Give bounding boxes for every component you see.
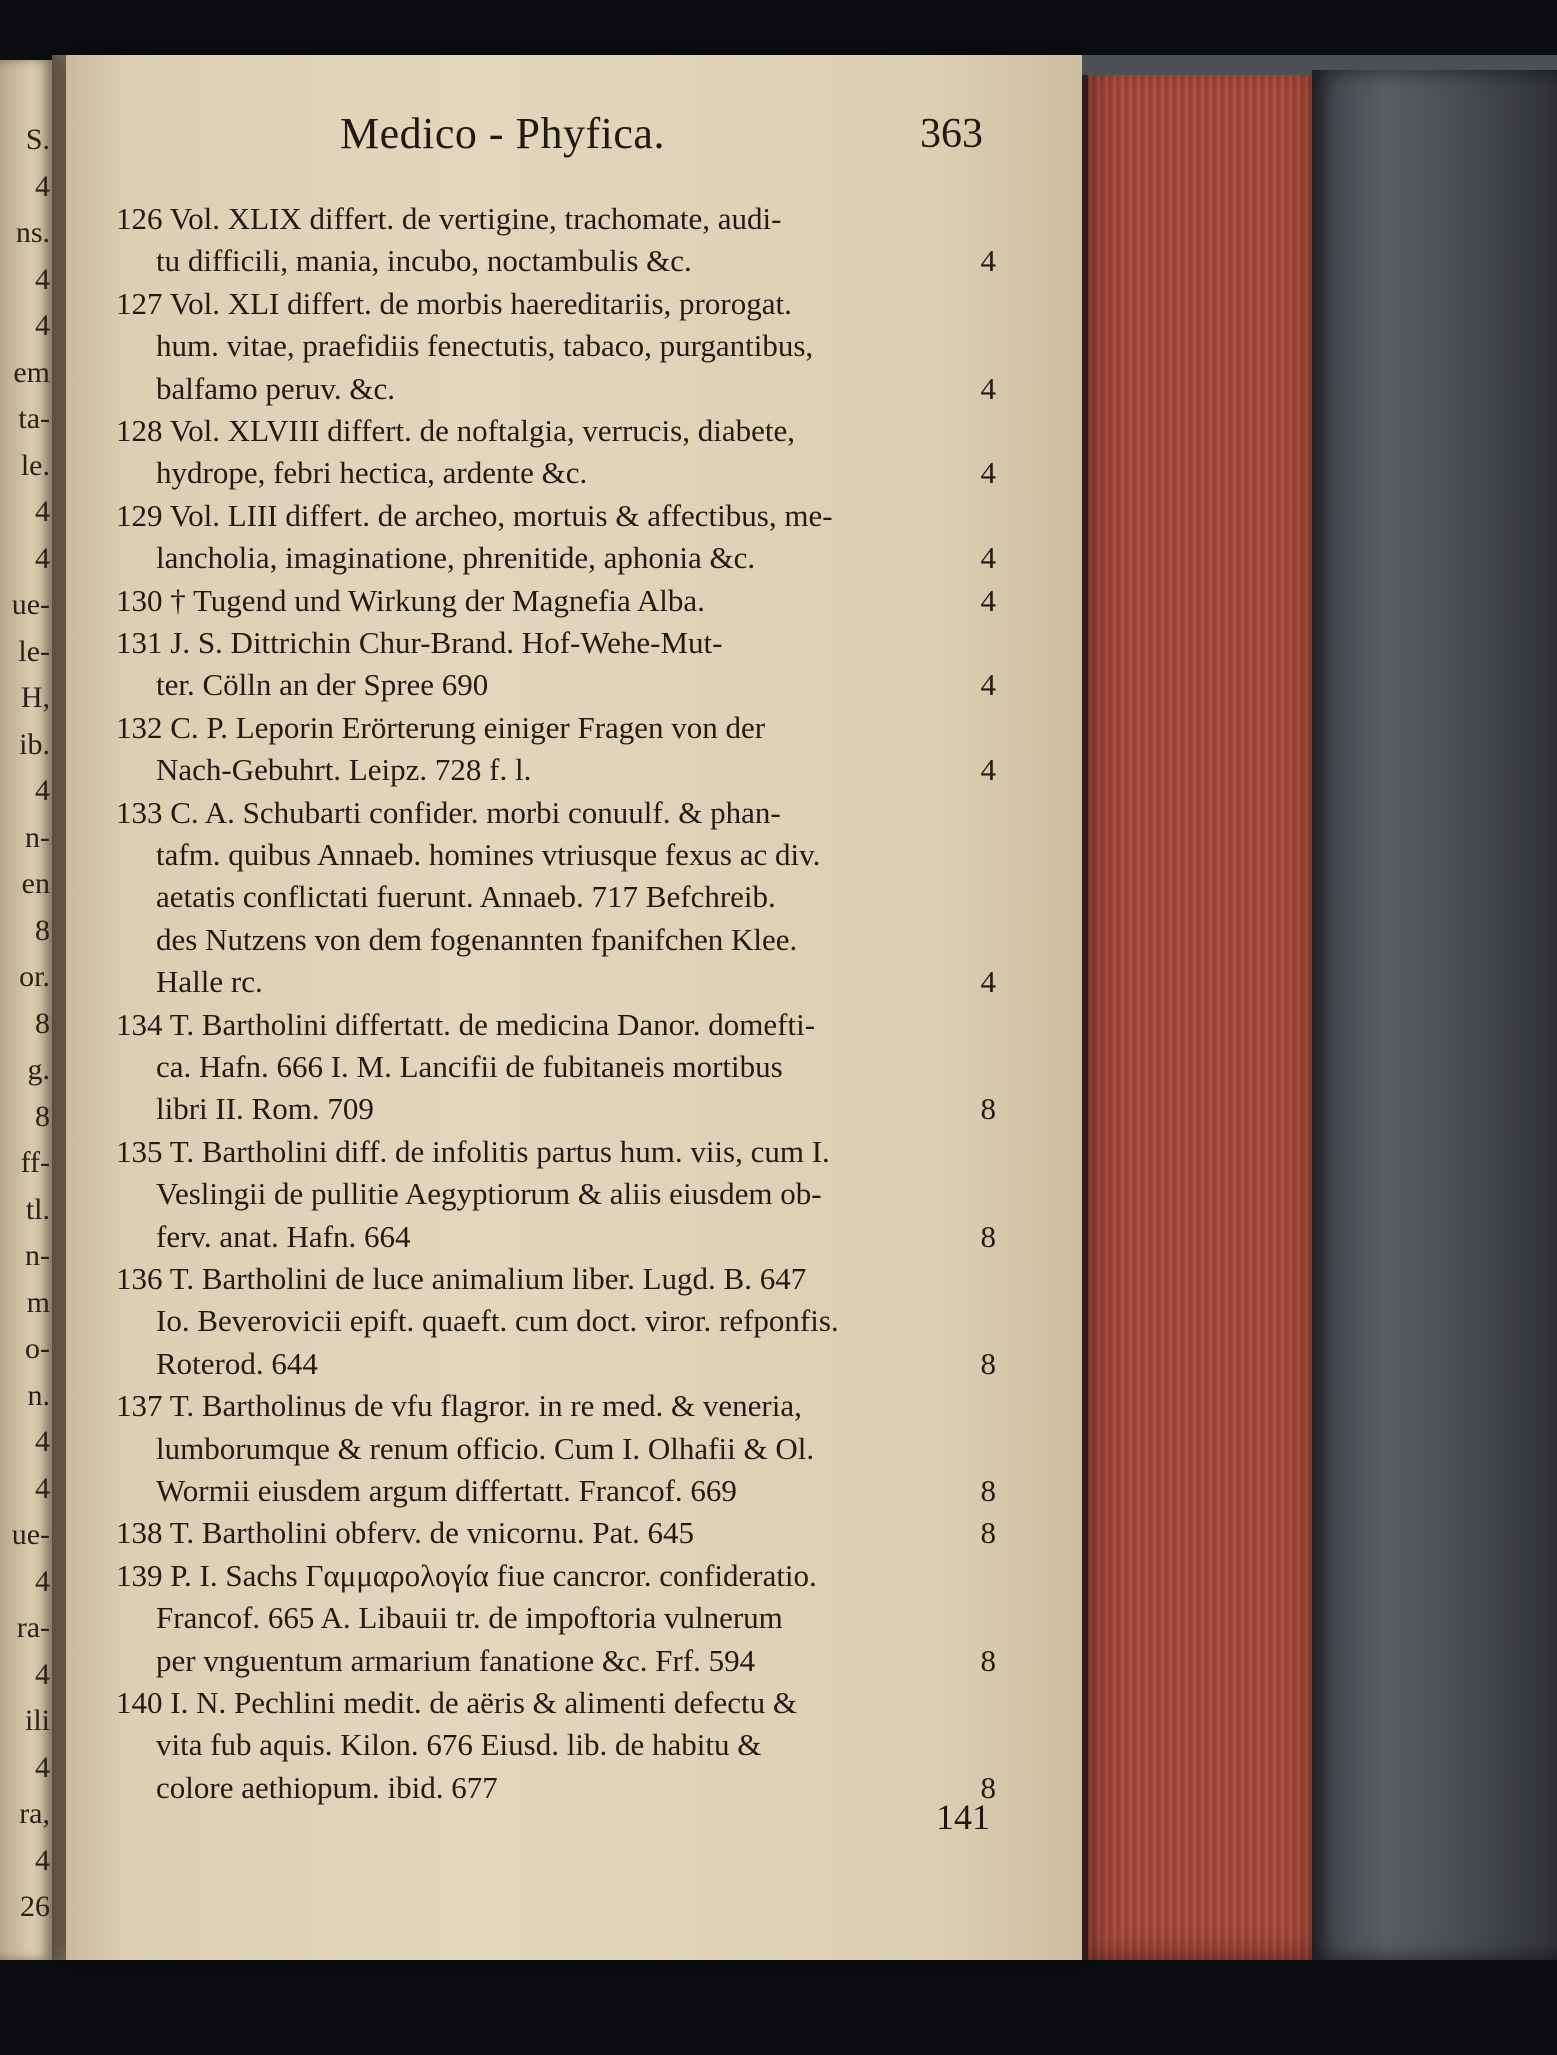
page-block-edge bbox=[1082, 60, 1318, 1960]
facing-page-text-fragment: ra, bbox=[19, 1797, 50, 1830]
entry-quantity: 8 bbox=[980, 1642, 996, 1678]
facing-page-text-fragment: n- bbox=[25, 820, 50, 854]
catchword-total: 141 bbox=[936, 1797, 990, 1837]
entry-text: 140 I. N. Pechlini medit. de aëris & alimenti defectu & bbox=[116, 1685, 797, 1720]
entry-line bbox=[116, 749, 996, 791]
facing-page-text-fragment: H, bbox=[20, 681, 50, 714]
entry-line bbox=[116, 622, 996, 664]
facing-page-text-fragment: o- bbox=[25, 1332, 50, 1365]
facing-page-text-fragment: m bbox=[26, 1285, 50, 1319]
entry-quantity: 8 bbox=[980, 1345, 996, 1381]
entry-line bbox=[116, 1640, 996, 1682]
facing-page-text-fragment: or. bbox=[19, 960, 50, 993]
entry-line bbox=[116, 1555, 996, 1597]
running-head-title: Medico - Phyfica. bbox=[340, 109, 665, 158]
entry-line bbox=[116, 1682, 996, 1724]
entry-quantity: 4 bbox=[980, 582, 996, 618]
entry-line bbox=[116, 1004, 996, 1046]
facing-page-text-fragment: ta- bbox=[18, 402, 50, 435]
entry-line bbox=[116, 1173, 996, 1215]
entry-text: 127 Vol. XLI differt. de morbis haereditariis, prorogat. bbox=[116, 285, 792, 321]
entry-text: hydrope, febri hectica, ardente &c. bbox=[156, 455, 588, 491]
entry-line bbox=[116, 240, 996, 282]
facing-page-text-fragment: 4 bbox=[35, 541, 50, 575]
entry-line bbox=[116, 1300, 996, 1342]
entry-line bbox=[116, 325, 996, 367]
entry-line bbox=[116, 792, 996, 834]
entry-quantity: 8 bbox=[980, 1769, 996, 1805]
facing-page-text-fragment: em bbox=[13, 355, 50, 389]
entry-text: tu difficili, mania, incubo, noctambulis &c. bbox=[156, 243, 692, 279]
entry-line bbox=[116, 876, 996, 918]
entry-text: 138 T. Bartholini obferv. de vnicornu. Pat. 645 bbox=[116, 1515, 694, 1551]
facing-page-text-fragment: 4 bbox=[35, 1471, 50, 1505]
entry-line bbox=[116, 452, 996, 494]
entry-text: Veslingii de pullitie Aegyptiorum & aliis eiusdem ob- bbox=[156, 1176, 822, 1212]
entry-quantity: 8 bbox=[980, 1091, 996, 1127]
entry-line bbox=[116, 1088, 996, 1130]
entry-text: 136 T. Bartholini de luce animalium liber. Lugd. B. 647 bbox=[116, 1261, 807, 1296]
entry-line bbox=[116, 707, 996, 749]
entry-quantity: 8 bbox=[980, 1473, 996, 1508]
entry-text: colore aethiopum. ibid. 677 bbox=[156, 1769, 498, 1805]
facing-page-text-fragment: tl. bbox=[25, 1192, 50, 1226]
entry-text: per vnguentum armarium fanatione &c. Frf. 594 bbox=[156, 1642, 756, 1678]
entry-quantity: 4 bbox=[980, 752, 996, 788]
facing-page-text-fragment: 4 bbox=[35, 309, 50, 342]
entry-line bbox=[116, 919, 996, 961]
facing-page-text-fragment: 26 bbox=[20, 1890, 50, 1923]
entry-quantity: 4 bbox=[980, 455, 996, 491]
entry-line bbox=[116, 1216, 996, 1258]
entry-quantity: 4 bbox=[980, 370, 996, 406]
entry-text: Francof. 665 A. Libauii tr. de impoftoria vulnerum bbox=[156, 1600, 783, 1636]
entry-text: aetatis conflictati fuerunt. Annaeb. 717 Befchreib. bbox=[156, 879, 776, 915]
facing-page-text-fragment: ra- bbox=[16, 1611, 50, 1644]
entry-line bbox=[116, 1470, 996, 1512]
facing-page-text-fragment: 8 bbox=[35, 1099, 50, 1133]
entry-line bbox=[116, 961, 996, 1003]
entry-line bbox=[116, 580, 996, 622]
entry-line bbox=[116, 664, 996, 706]
entry-text: 126 Vol. XLIX differt. de vertigine, trachomate, audi- bbox=[116, 201, 782, 236]
entry-line bbox=[116, 1767, 996, 1809]
facing-page-text-fragment: 4 bbox=[35, 1843, 50, 1877]
facing-page-text-fragment: S. bbox=[25, 123, 50, 156]
entry-line bbox=[116, 1597, 996, 1639]
entry-text: vita fub aquis. Kilon. 676 Eiusd. lib. de habitu & bbox=[156, 1727, 762, 1763]
entry-line bbox=[116, 1131, 996, 1173]
facing-page-text-fragment: 4 bbox=[35, 262, 50, 296]
facing-page-text-fragment: ue- bbox=[11, 588, 50, 621]
entry-text: Io. Beverovicii epift. quaeft. cum doct. viror. refponfis. bbox=[156, 1303, 839, 1339]
facing-page-text-fragment: n. bbox=[27, 1378, 50, 1412]
facing-page-text-fragment: n- bbox=[25, 1239, 50, 1272]
entry-quantity: 4 bbox=[980, 243, 996, 279]
entry-text: 129 Vol. LIII differt. de archeo, mortuis & affectibus, me- bbox=[116, 497, 833, 533]
entry-text: 132 C. P. Leporin Erörterung einiger Fragen von der bbox=[116, 709, 766, 745]
entry-text: libri II. Rom. 709 bbox=[156, 1091, 374, 1127]
entry-line bbox=[116, 198, 996, 240]
entry-line bbox=[116, 537, 996, 579]
entry-line bbox=[116, 410, 996, 452]
entry-text: 135 T. Bartholini diff. de infolitis partus hum. viis, cum I. bbox=[116, 1133, 830, 1169]
facing-page-text-fragment: 4 bbox=[35, 1750, 50, 1784]
entry-line bbox=[116, 1428, 996, 1470]
entry-line bbox=[116, 1512, 996, 1554]
book-cover bbox=[1312, 70, 1557, 1960]
facing-page-text-fragment: g. bbox=[27, 1053, 50, 1086]
facing-page-text-fragment: ff- bbox=[20, 1146, 50, 1179]
entry-text: balfamo peruv. &c. bbox=[156, 370, 396, 406]
entry-line bbox=[116, 1046, 996, 1088]
facing-page-text-fragment: 4 bbox=[35, 495, 50, 528]
facing-page-text-fragment: ns. bbox=[15, 216, 50, 249]
entry-text: ter. Cölln an der Spree 690 bbox=[156, 667, 489, 703]
entry-text: tafm. quibus Annaeb. homines vtriusque fexus ac div. bbox=[156, 837, 821, 872]
entry-text: 134 T. Bartholini differtatt. de medicina Danor. domefti- bbox=[116, 1006, 816, 1042]
facing-page-text-fragment: ili bbox=[24, 1704, 50, 1737]
entry-quantity: 8 bbox=[980, 1515, 996, 1551]
entry-line bbox=[116, 283, 996, 325]
entry-text: lancholia, imaginatione, phrenitide, aphonia &c. bbox=[156, 540, 756, 576]
facing-page-text-fragment: 8 bbox=[35, 1006, 50, 1040]
entry-line bbox=[116, 1343, 996, 1385]
entry-text: ferv. anat. Hafn. 664 bbox=[156, 1218, 411, 1254]
facing-page-text-fragment: 4 bbox=[35, 774, 50, 807]
facing-page-text-fragment: 4 bbox=[35, 1564, 50, 1598]
entry-line bbox=[116, 495, 996, 537]
entry-text: des Nutzens von dem fogenannten fpanifchen Klee. bbox=[156, 921, 798, 957]
entry-quantity: 4 bbox=[980, 964, 996, 1000]
entry-text: Halle rc. bbox=[156, 964, 263, 1000]
entry-text: 130 † Tugend und Wirkung der Magnefia Alba. bbox=[116, 582, 705, 618]
facing-page-text-fragment: 4 bbox=[35, 1657, 50, 1691]
facing-page-text-fragment: le- bbox=[18, 634, 50, 668]
entry-text: ca. Hafn. 666 I. M. Lancifii de fubitaneis mortibus bbox=[156, 1049, 783, 1084]
entry-text: Nach-Gebuhrt. Leipz. 728 f. l. bbox=[156, 752, 532, 788]
page-number: 363 bbox=[920, 111, 983, 157]
entry-quantity: 8 bbox=[980, 1218, 996, 1254]
entry-text: 133 C. A. Schubarti confider. morbi conuulf. & phan- bbox=[116, 794, 781, 830]
facing-page-text-fragment: ib. bbox=[19, 727, 50, 761]
entry-text: 137 T. Bartholinus de vfu flagror. in re med. & veneria, bbox=[116, 1388, 802, 1424]
facing-page-text-fragment: 4 bbox=[35, 169, 50, 203]
entry-line bbox=[116, 1385, 996, 1427]
entry-text: Roterod. 644 bbox=[156, 1345, 318, 1381]
facing-page-text-fragment: le. bbox=[20, 448, 50, 482]
facing-page-text-fragment: ue- bbox=[11, 1518, 50, 1551]
entry-text: lumborumque & renum officio. Cum I. Olhafii & Ol. bbox=[156, 1430, 815, 1466]
facing-page-fragment bbox=[0, 60, 52, 1960]
entry-line bbox=[116, 1258, 996, 1300]
entry-quantity: 4 bbox=[980, 667, 996, 703]
entry-line bbox=[116, 1724, 996, 1766]
entry-text: 139 P. I. Sachs Γαμμαρολογία fiue cancror. confideratio. bbox=[116, 1557, 817, 1593]
entry-line bbox=[116, 834, 996, 876]
entry-text: 128 Vol. XLVIII differt. de noftalgia, verrucis, diabete, bbox=[116, 413, 795, 448]
entry-text: hum. vitae, praefidiis fenectutis, tabaco, purgantibus, bbox=[156, 328, 814, 364]
entry-text: Wormii eiusdem argum differtatt. Francof. 669 bbox=[156, 1473, 737, 1508]
facing-page-text-fragment: en bbox=[21, 867, 50, 900]
facing-page-text-fragment: 8 bbox=[35, 913, 50, 947]
entry-quantity: 4 bbox=[980, 540, 996, 576]
facing-page-text-fragment: 4 bbox=[35, 1425, 50, 1458]
entry-line bbox=[116, 368, 996, 410]
entry-text: 131 J. S. Dittrichin Chur-Brand. Hof-Wehe-Mut- bbox=[116, 625, 723, 660]
